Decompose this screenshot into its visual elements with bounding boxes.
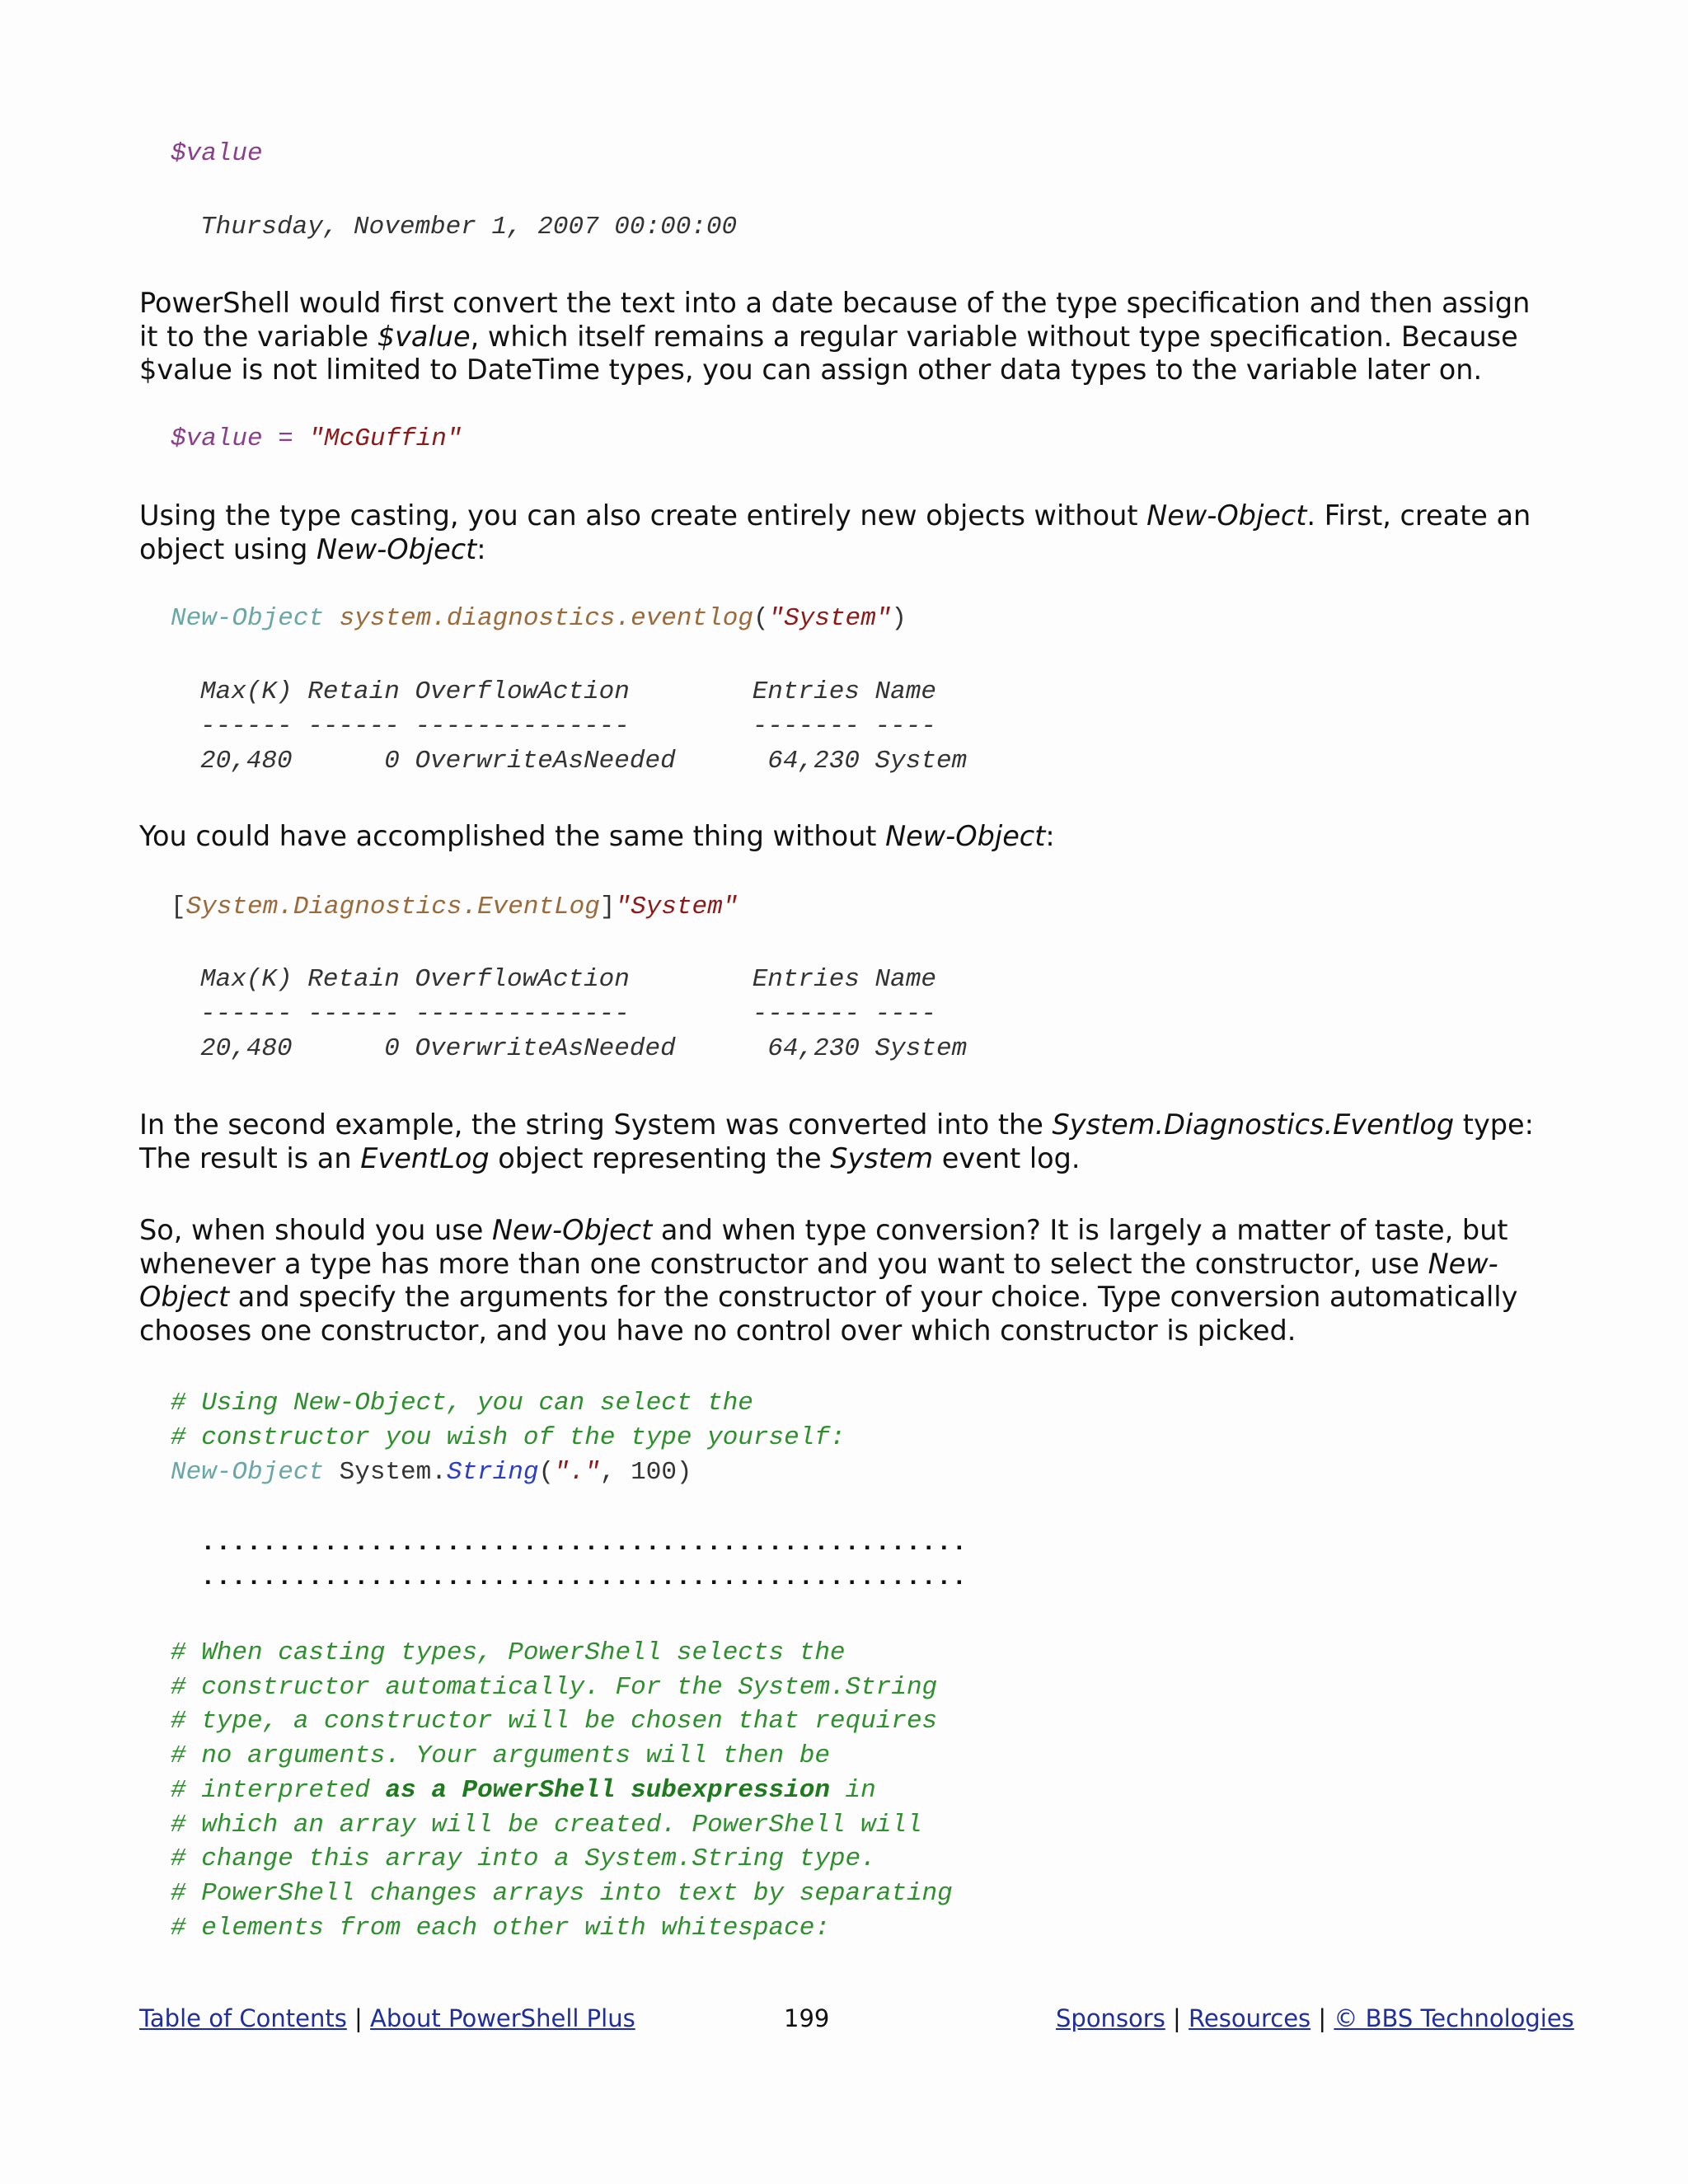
code-string: "McGuffin" — [308, 424, 462, 453]
footer-separator: | — [1311, 2004, 1334, 2032]
paragraph-type-casting — [139, 499, 1557, 566]
paragraph-text: Using the type casting, you can also create entirely new objects without — [139, 499, 1147, 532]
code-block-new-object-string — [171, 1386, 846, 1490]
paragraph-text: PowerShell would first convert the text into a date because of the type specification and then assign it to the variable — [139, 287, 1531, 353]
paragraph-without-new-object — [139, 820, 1557, 854]
output-dots-line: .................................................. — [200, 1563, 968, 1592]
table-header: Max(K) Retain OverflowAction Entries Name — [200, 965, 936, 994]
code-string: "System" — [615, 893, 738, 921]
code-bracket: [ — [171, 893, 186, 921]
code-comment-text: in — [829, 1775, 876, 1805]
paragraph-text: object representing the — [489, 1141, 831, 1174]
footer-separator: | — [1165, 2004, 1189, 2032]
code-comment: # Using New-Object, you can select the — [171, 1389, 753, 1418]
table-rule: ------ ------ -------------- ------- ---- — [200, 1000, 936, 1029]
code-cmdlet: New-Object — [171, 604, 325, 633]
footer-separator: | — [346, 2004, 371, 2032]
paragraph-emphasis: New-Object — [491, 1214, 653, 1246]
code-type: System.Diagnostics.EventLog — [185, 893, 600, 921]
table-of-contents-link[interactable]: Table of Contents — [139, 2004, 347, 2032]
bbs-technologies-link[interactable]: © BBS Technologies — [1334, 2004, 1574, 2032]
output-table-eventlog-1 — [200, 675, 967, 779]
code-block-cast-eventlog — [171, 890, 738, 925]
output-date — [200, 210, 737, 245]
paragraph-emphasis: New-Object — [1146, 499, 1307, 532]
paragraph-emphasis: System.Diagnostics.Eventlog — [1052, 1108, 1455, 1141]
output-dots — [200, 1526, 967, 1596]
paragraph-text: So, when should you use — [139, 1214, 492, 1246]
code-string: "." — [554, 1458, 600, 1487]
code-variable: $value — [171, 139, 263, 168]
paragraph-emphasis: New-Object — [316, 532, 477, 565]
code-cmdlet: New-Object — [171, 1458, 325, 1487]
table-row: 20,480 0 OverwriteAsNeeded 64,230 System — [200, 747, 968, 776]
code-plain: , 100) — [599, 1458, 692, 1487]
code-comment: # which an array will be created. PowerShell will — [171, 1810, 922, 1840]
paragraph-text: and when type conversion? It is largely a matter of taste, but whenever a type has more than one constructor and you want to select the constructor, use — [139, 1214, 1508, 1280]
code-comment: # constructor automatically. For the System.String — [171, 1672, 938, 1702]
about-powershell-plus-link[interactable]: About PowerShell Plus — [370, 2004, 635, 2032]
paragraph-text: In the second example, the string System was converted into the — [139, 1108, 1053, 1141]
table-row: 20,480 0 OverwriteAsNeeded 64,230 System — [200, 1034, 968, 1063]
paragraph-text: , which itself remains a regular variable without type specification. Because $value is not limited to DateTime types, you can assign other data types to the variable later on. — [139, 320, 1518, 386]
paragraph-emphasis: $value — [377, 320, 471, 353]
paragraph-text: type: The result is an — [139, 1108, 1534, 1174]
output-table-eventlog-2 — [200, 963, 967, 1066]
code-block-casting-comments — [171, 1636, 953, 1945]
code-variable: $value — [171, 424, 263, 453]
code-comment-text: # interpreted — [171, 1775, 386, 1805]
code-comment: # no arguments. Your arguments will then be — [171, 1741, 830, 1771]
code-paren: ( — [538, 1458, 555, 1487]
paragraph-text: . First, create an object using — [139, 499, 1531, 565]
code-comment: # When casting types, PowerShell selects the — [171, 1638, 846, 1667]
code-comment-bold: as a PowerShell subexpression — [385, 1775, 830, 1805]
output-line: Thursday, November 1, 2007 00:00:00 — [200, 213, 738, 241]
code-comment: # change this array into a System.String type. — [171, 1844, 876, 1874]
code-paren: ) — [891, 604, 907, 633]
paragraph-text: : — [1045, 820, 1055, 852]
code-comment: # elements from each other with whitespace: — [171, 1913, 830, 1943]
code-comment: # type, a constructor will be chosen that requires — [171, 1707, 938, 1736]
resources-link[interactable]: Resources — [1189, 2004, 1311, 2032]
paragraph-text: : — [476, 532, 486, 565]
sponsors-link[interactable]: Sponsors — [1056, 2004, 1165, 2032]
footer-right — [1056, 2004, 1574, 2033]
paragraph-text: and specify the arguments for the constructor of your choice. Type conversion automatically chooses one constructor, and you have no control over which constructor is picked. — [139, 1281, 1518, 1347]
paragraph-second-example — [139, 1108, 1557, 1175]
code-method: String — [446, 1458, 539, 1487]
paragraph-text: event log. — [933, 1141, 1081, 1174]
code-comment: # PowerShell changes arrays into text by separating — [171, 1878, 953, 1908]
output-dots-line: .................................................. — [200, 1529, 968, 1558]
footer-left — [139, 2004, 635, 2033]
paragraph-emphasis: New-Object — [885, 820, 1046, 852]
paragraph-date-conversion — [139, 287, 1557, 387]
code-block-new-object-eventlog — [171, 602, 907, 636]
paragraph-emphasis: New-Object — [139, 1247, 1498, 1313]
paragraph-when-to-use — [139, 1214, 1557, 1347]
code-block-mcguffin — [171, 422, 462, 457]
code-operator: = — [262, 424, 309, 453]
paragraph-text: You could have accomplished the same thing without — [139, 820, 886, 852]
page-number: 199 — [784, 2004, 830, 2032]
code-paren: ( — [753, 604, 769, 633]
code-block-value — [171, 137, 263, 171]
code-plain: System. — [324, 1458, 447, 1487]
paragraph-emphasis: System — [830, 1141, 934, 1174]
paragraph-emphasis: EventLog — [360, 1141, 490, 1174]
code-bracket: ] — [599, 893, 616, 921]
code-type: system.diagnostics.eventlog — [339, 604, 753, 633]
code-comment — [171, 1776, 876, 1805]
code-string: "System" — [768, 604, 892, 633]
table-rule: ------ ------ -------------- ------- ---- — [200, 712, 936, 741]
table-header: Max(K) Retain OverflowAction Entries Name — [200, 677, 936, 706]
code-comment: # constructor you wish of the type yourself: — [171, 1423, 846, 1452]
